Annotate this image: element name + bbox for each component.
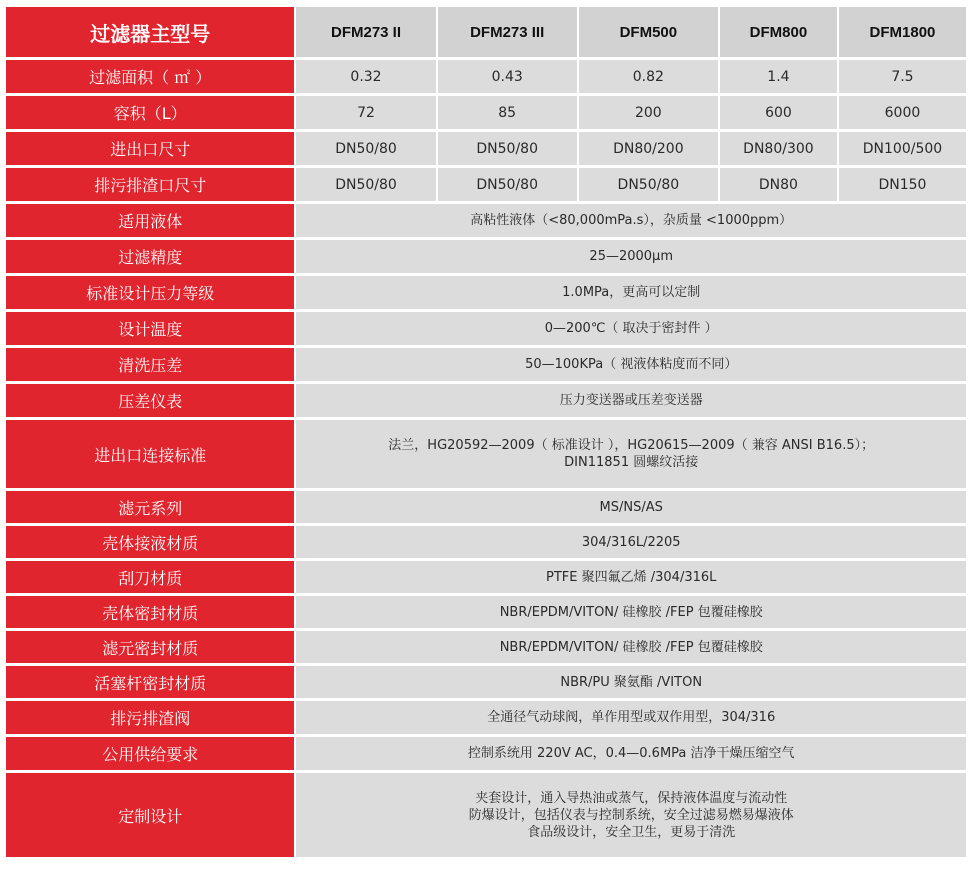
model-name: DFM500 [579,7,718,57]
row-value: 7.5 [839,60,966,93]
value-line: 法兰，HG20592—2009（ 标准设计 ），HG20615—2009（ 兼容 ANSI B16.5）； [388,438,875,453]
row-label: 排污排渣口尺寸 [6,168,294,201]
row-value [296,420,966,488]
row-label: 滤元密封材质 [6,631,294,663]
row-value: DN100/500 [839,132,966,165]
value-line: DIN11851 圆螺纹活接 [564,455,699,470]
value-line: 压力变送器或压差变送器 [559,393,703,408]
row-value: DN80/200 [579,132,718,165]
row-value [296,526,966,558]
table-row [6,240,966,273]
row-label: 过滤面积（ ㎡ ） [6,60,294,93]
row-value: 200 [579,96,718,129]
value-line: 0—200℃（ 取决于密封件 ） [544,321,718,336]
row-value: 6000 [839,96,966,129]
row-value: 1.4 [720,60,837,93]
row-label: 清洗压差 [6,348,294,381]
row-label: 壳体密封材质 [6,596,294,628]
value-line: PTFE 聚四氟乙烯 /304/316L [546,569,717,585]
row-value [296,384,966,417]
table-row [6,312,966,345]
row-value: 72 [296,96,435,129]
value-line: 夹套设计，通入导热油或蒸气，保持液体温度与流动性 [475,790,788,806]
model-name: DFM273 III [438,7,577,57]
value-line: 高粘性液体（<80,000mPa.s），杂质量 <1000ppm） [470,213,793,228]
table-row [6,60,966,93]
row-label: 进出口尺寸 [6,132,294,165]
value-line: NBR/EPDM/VITON/ 硅橡胶 /FEP 包覆硅橡胶 [499,604,763,620]
table-row [6,561,966,593]
row-value [296,276,966,309]
value-line: 25—2000μm [589,249,673,264]
table-row [6,204,966,237]
row-label: 公用供给要求 [6,737,294,770]
row-value: DN50/80 [296,168,435,201]
model-name: DFM800 [720,7,837,57]
header-row [6,7,966,57]
row-value [296,631,966,663]
row-label: 排污排渣阀 [6,701,294,734]
row-label: 活塞杆密封材质 [6,666,294,698]
row-value [296,737,966,770]
table-row [6,384,966,417]
value-line: 食品级设计，安全卫生，更易于清洗 [527,824,736,840]
table-row [6,420,966,488]
row-label: 压差仪表 [6,384,294,417]
row-label: 进出口连接标准 [6,420,294,488]
row-label: 壳体接液材质 [6,526,294,558]
row-value [296,240,966,273]
table-row [6,526,966,558]
row-label: 适用液体 [6,204,294,237]
row-label: 标准设计压力等级 [6,276,294,309]
row-label: 滤元系列 [6,491,294,523]
row-value: DN50/80 [296,132,435,165]
table-row [6,596,966,628]
row-label: 设计温度 [6,312,294,345]
row-value [296,773,966,857]
value-line: 50—100KPa（ 视液体粘度而不同） [525,357,738,372]
model-name: DFM1800 [839,7,966,57]
row-label: 容积（L） [6,96,294,129]
table-row [6,631,966,663]
table-row [6,96,966,129]
row-value [296,666,966,698]
value-line: 全通径气动球阀，单作用型或双作用型，304/316 [487,710,776,725]
row-value: 0.82 [579,60,718,93]
table-row [6,491,966,523]
table-row [6,276,966,309]
value-line: NBR/PU 聚氨酯 /VITON [560,674,703,690]
row-value: DN80/300 [720,132,837,165]
value-line: NBR/EPDM/VITON/ 硅橡胶 /FEP 包覆硅橡胶 [499,639,763,655]
row-value [296,312,966,345]
row-value [296,491,966,523]
header-title: 过滤器主型号 [6,7,294,57]
row-value: DN150 [839,168,966,201]
value-line: 1.0MPa，更高可以定制 [562,285,701,300]
spec-table [4,4,968,860]
row-label: 过滤精度 [6,240,294,273]
row-value: 0.32 [296,60,435,93]
row-value: 0.43 [438,60,577,93]
row-label: 定制设计 [6,773,294,857]
table-row [6,701,966,734]
value-line: 防爆设计，包括仪表与控制系统，安全过滤易燃易爆液体 [468,807,794,823]
row-value: DN50/80 [438,132,577,165]
table-row [6,168,966,201]
row-value: DN50/80 [438,168,577,201]
table-row [6,773,966,857]
row-value: DN80 [720,168,837,201]
value-line: 304/316L/2205 [581,534,681,550]
value-line: MS/NS/AS [599,499,663,515]
table-row [6,737,966,770]
table-row [6,132,966,165]
row-value: DN50/80 [579,168,718,201]
row-value [296,204,966,237]
row-value [296,701,966,734]
row-value [296,348,966,381]
row-value: 600 [720,96,837,129]
row-value: 85 [438,96,577,129]
row-value [296,596,966,628]
table-row [6,666,966,698]
row-label: 刮刀材质 [6,561,294,593]
table-row [6,348,966,381]
value-line: 控制系统用 220V AC，0.4—0.6MPa 洁净干燥压缩空气 [467,746,795,761]
row-value [296,561,966,593]
model-name: DFM273 II [296,7,435,57]
